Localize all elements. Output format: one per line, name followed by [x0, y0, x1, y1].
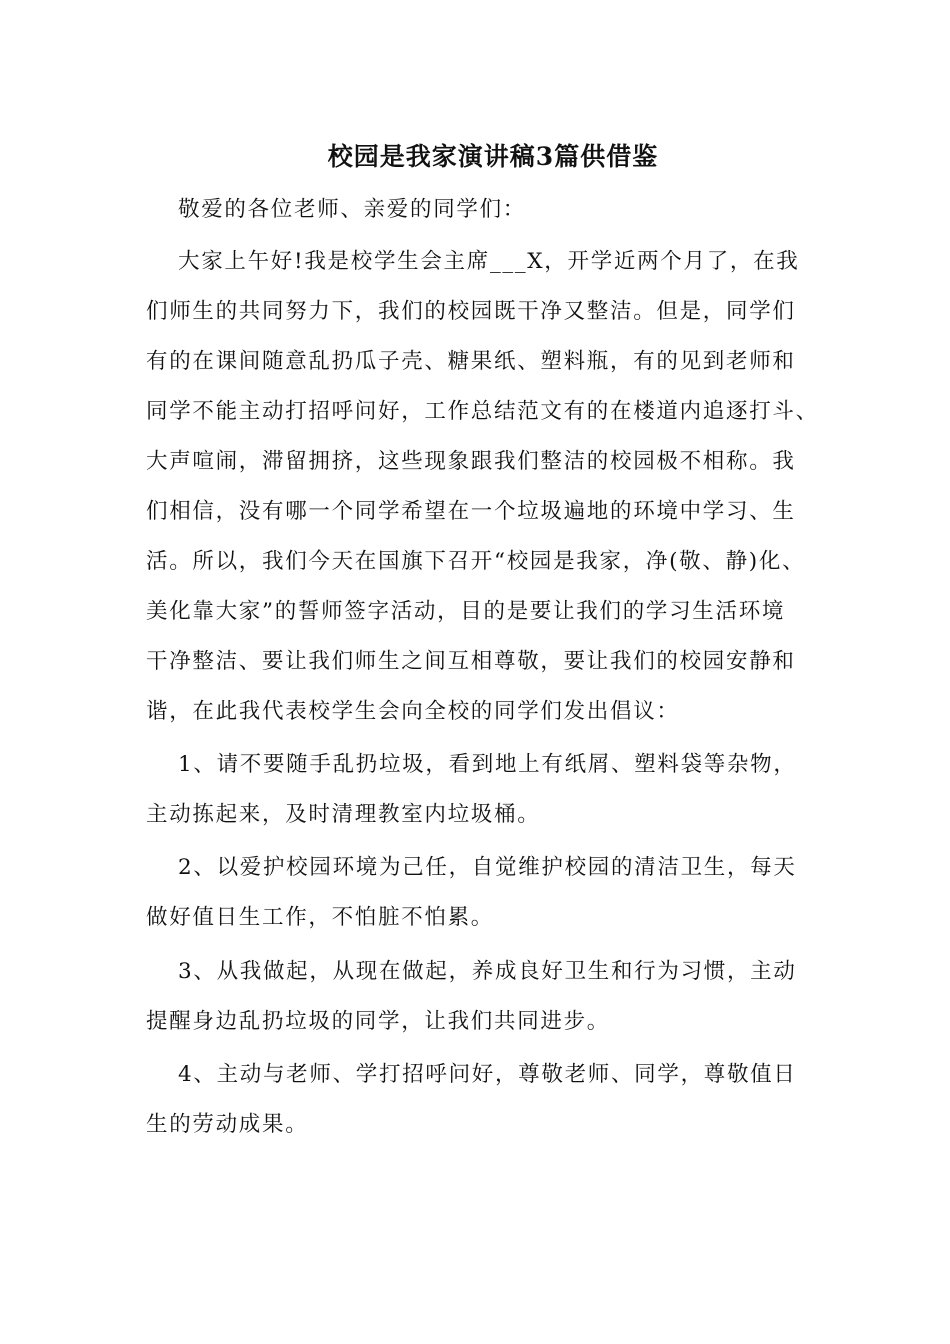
body-line-5: 大声喧闹，滞留拥挤，这些现象跟我们整洁的校园极不相称。我 — [146, 449, 796, 474]
body-line-6: 们相信，没有哪一个同学希望在一个垃圾遍地的环境中学习、生 — [146, 499, 796, 524]
body-line-9: 干净整洁、要让我们师生之间互相尊敬，要让我们的校园安静和 — [146, 649, 796, 674]
body-line-2: 们师生的共同努力下，我们的校园既干净又整洁。但是，同学们 — [146, 299, 796, 324]
body-line-4: 同学不能主动打招呼问好，工作总结范文有的在楼道内追逐打斗、 — [146, 399, 819, 424]
proposal-1-line-1: 1、请不要随手乱扔垃圾，看到地上有纸屑、塑料袋等杂物， — [178, 752, 797, 777]
body-line-10: 谐，在此我代表校学生会向全校的同学们发出倡议： — [146, 699, 680, 724]
body-line-7: 活。所以，我们今天在国旗下召开“校园是我家，净(敬、静)化、 — [146, 549, 806, 574]
proposal-3-line-1: 3、从我做起，从现在做起，养成良好卫生和行为习惯，主动 — [178, 959, 797, 984]
body-line-1: 大家上午好!我是校学生会主席___X，开学近两个月了，在我 — [178, 249, 800, 274]
proposal-3-line-2: 提醒身边乱扔垃圾的同学，让我们共同进步。 — [146, 1009, 611, 1034]
body-line-3: 有的在课间随意乱扔瓜子壳、糖果纸、塑料瓶，有的见到老师和 — [146, 349, 796, 374]
proposal-4-line-1: 4、主动与老师、学打招呼问好，尊敬老师、同学，尊敬值日 — [178, 1062, 797, 1087]
proposal-1-line-2: 主动拣起来，及时清理教室内垃圾桶。 — [146, 802, 541, 827]
salutation-line: 敬爱的各位老师、亲爱的同学们： — [178, 197, 527, 222]
proposal-2-line-2: 做好值日生工作，不怕脏不怕累。 — [146, 905, 495, 930]
proposal-2-line-1: 2、以爱护校园环境为己任，自觉维护校园的清洁卫生，每天 — [178, 855, 797, 880]
document-title: 校园是我家演讲稿3篇供借鉴 — [327, 142, 659, 171]
proposal-4-line-2: 生的劳动成果。 — [146, 1112, 309, 1137]
body-line-8: 美化靠大家”的誓师签字活动，目的是要让我们的学习生活环境 — [146, 599, 786, 624]
